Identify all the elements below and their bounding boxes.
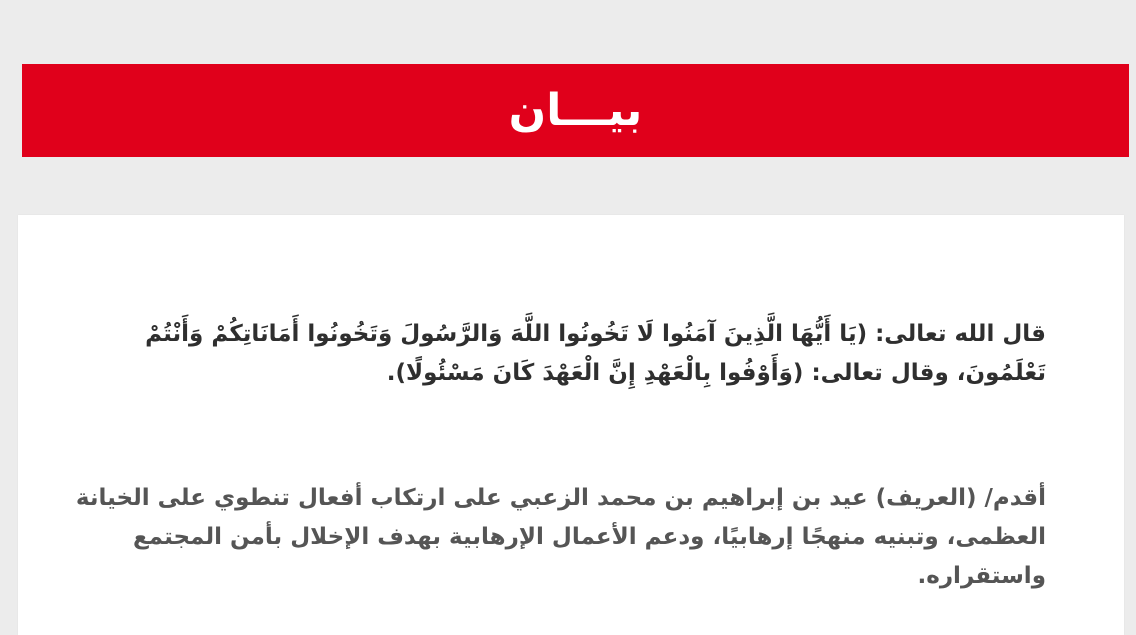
title-banner <box>22 64 1129 157</box>
page-title: بيـــان <box>508 84 643 136</box>
statement-card <box>18 215 1124 635</box>
quran-verse-paragraph: قال الله تعالى: (يَا أَيُّهَا الَّذِينَ آمَنُوا لَا تَخُونُوا اللَّهَ وَالرَّسُولَ وَتَخُونُوا أَمَانَاتِكُمْ وَأَنْتُمْ تَعْلَمُونَ، وقال تعالى: (وَأَوْفُوا بِالْعَهْدِ إِنَّ الْعَهْدَ كَانَ مَسْئُولًا). <box>145 321 1046 386</box>
accusation-paragraph: أقدم/ (العريف) عيد بن إبراهيم بن محمد الزعبي على ارتكاب أفعال تنطوي على الخيانة العظمى، وتبنيه منهجًا إرهابيًا، ودعم الأعمال الإرهابية بهدف الإخلال بأمن المجتمع واستقراره. <box>75 485 1046 589</box>
